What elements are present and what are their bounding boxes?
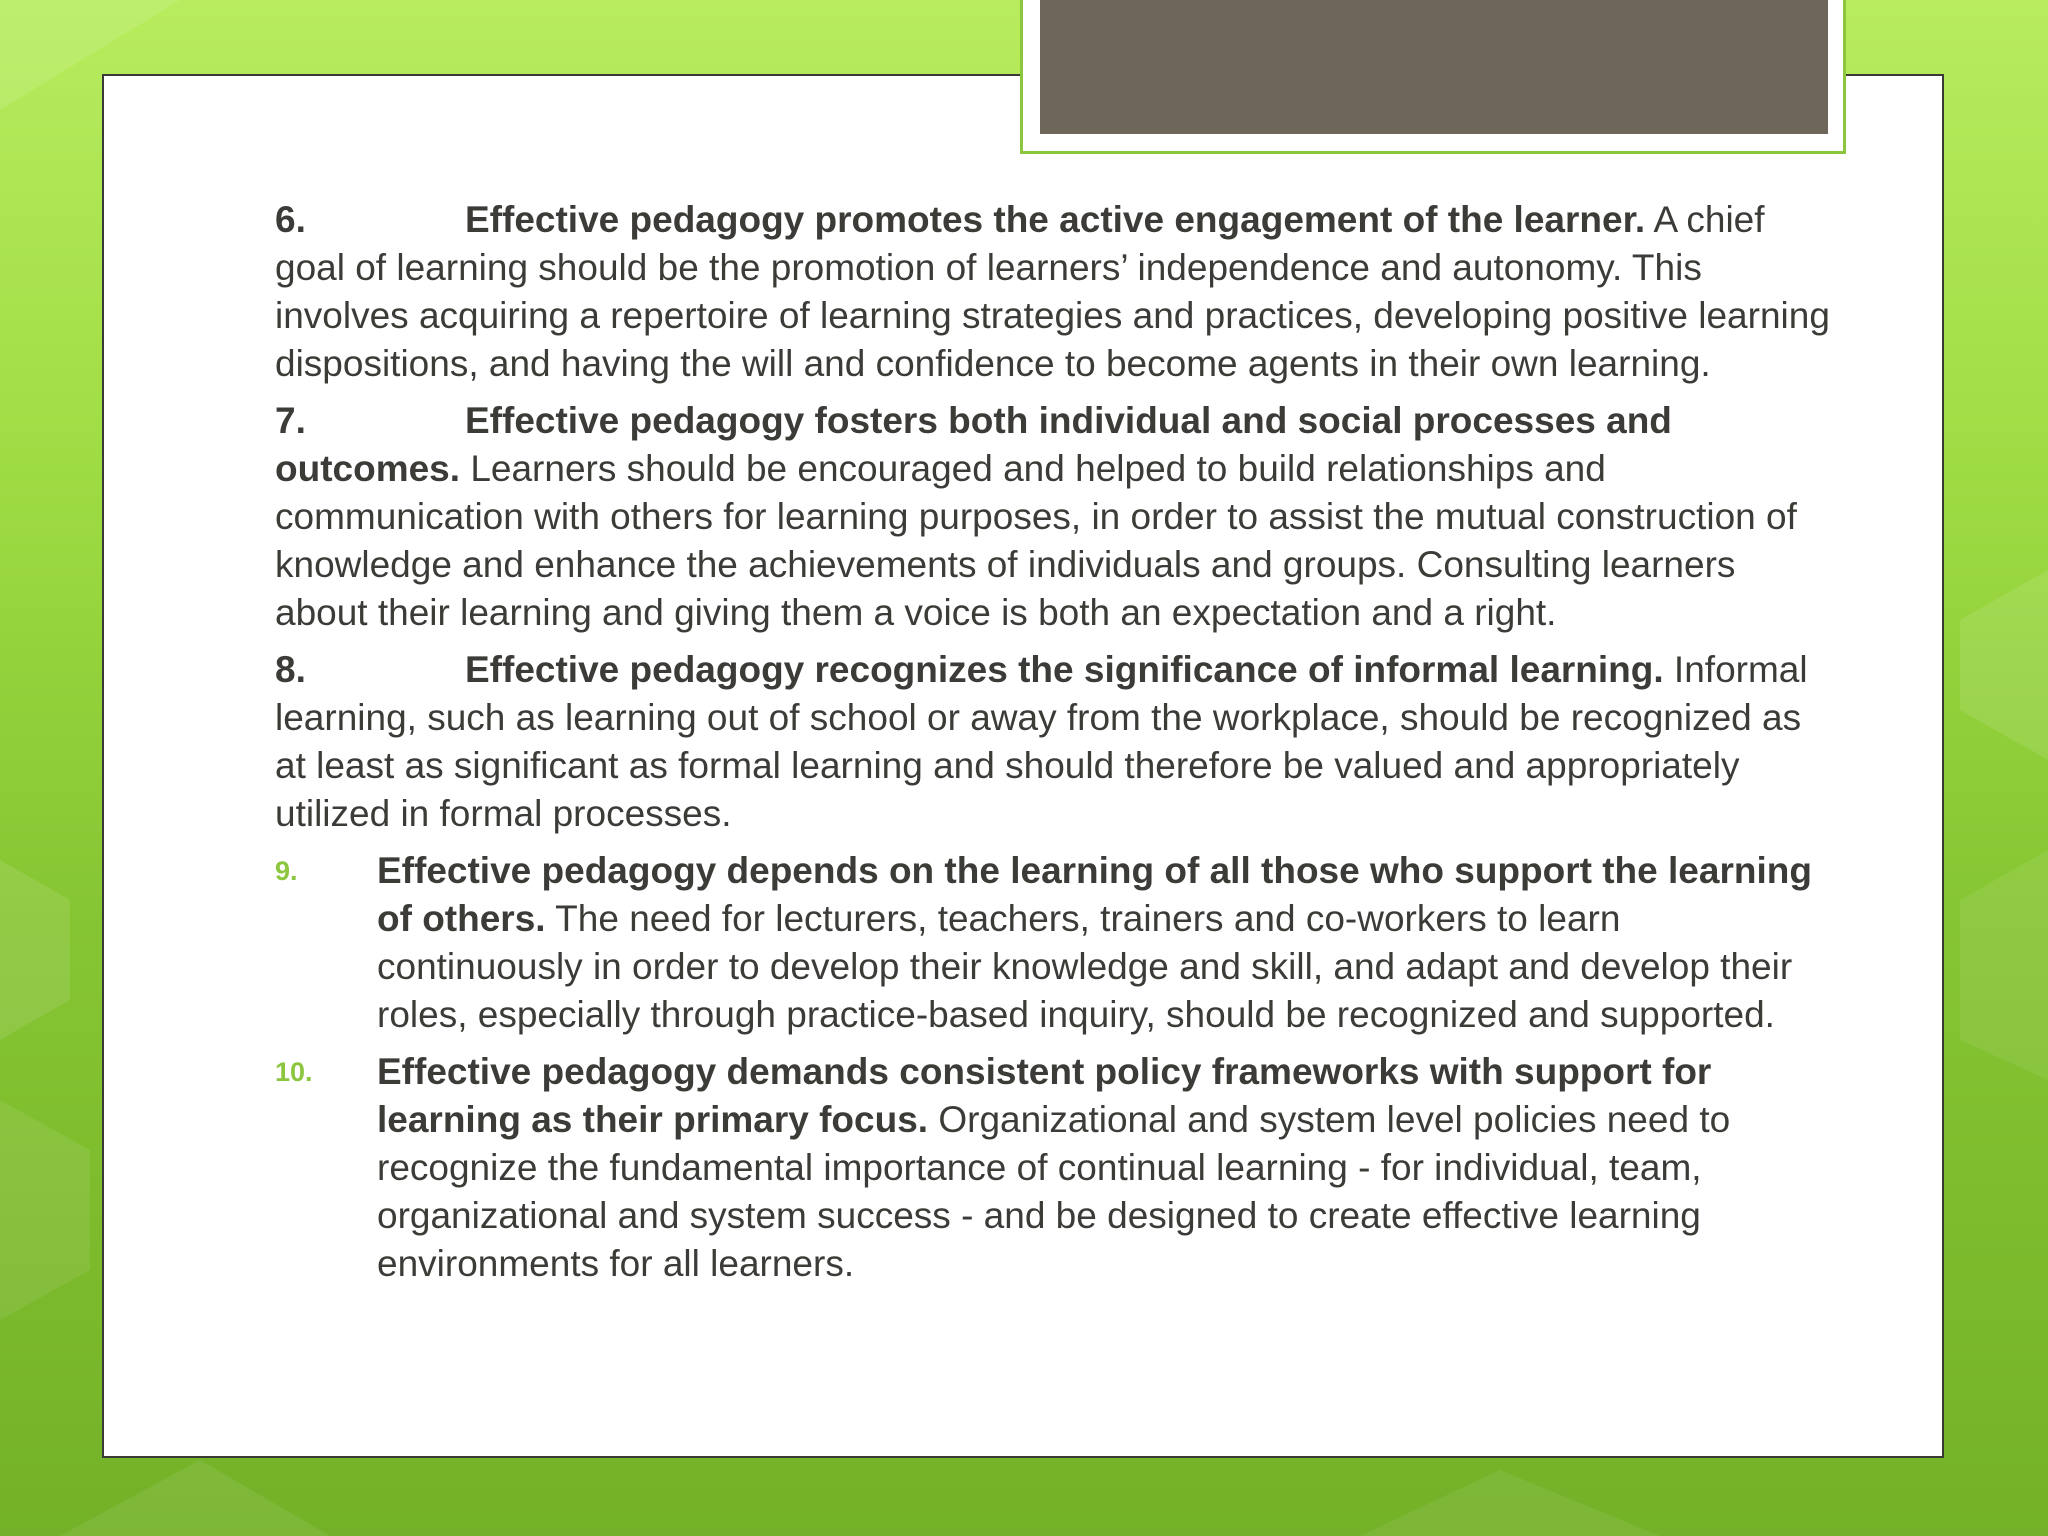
- principle-number: 6.: [275, 199, 306, 240]
- list-number: 9.: [275, 856, 298, 886]
- principle-body: Informal learning, such as learning out of school or away from the workplace, should be recognized as at least as significant as formal learning and should therefore be valued and appropriately utilized in formal processes.: [275, 649, 1808, 834]
- principle-number: 7.: [275, 400, 306, 441]
- principle-list-item: [275, 1048, 1835, 1288]
- principle-number: 8.: [275, 649, 306, 690]
- principle-heading: Effective pedagogy recognizes the significance of informal learning.: [465, 649, 1664, 690]
- list-number: 10.: [275, 1057, 313, 1087]
- slide-body-text: [275, 196, 1835, 1297]
- principle-heading: Effective pedagogy fosters both individual and social processes and outcomes.: [275, 400, 1672, 489]
- principle-body: Organizational and system level policies need to recognize the fundamental importance of continual learning - for individual, team, organizational and system success - and be designed to create effective learning environments for all learners.: [377, 1099, 1731, 1284]
- principle-body: The need for lecturers, teachers, trainers and co-workers to learn continuously in order to develop their knowledge and skill, and adapt and develop their roles, especially through practice-based inquiry, should be recognized and supported.: [377, 898, 1793, 1035]
- principle-heading: Effective pedagogy demands consistent policy frameworks with support for learning as their primary focus.: [377, 1051, 1712, 1140]
- principle-paragraph: [275, 646, 1835, 838]
- principle-heading: Effective pedagogy promotes the active engagement of the learner.: [465, 199, 1646, 240]
- principle-paragraph: [275, 397, 1835, 637]
- principle-paragraph: [275, 196, 1835, 388]
- principle-heading: Effective pedagogy depends on the learning of all those who support the learning of others.: [377, 850, 1812, 939]
- title-placeholder-box: [1040, 0, 1828, 134]
- principle-body: A chief goal of learning should be the promotion of learners’ independence and autonomy. This involves acquiring a repertoire of learning strategies and practices, developing positive learning dispositions, and having the will and confidence to become agents in their own learning.: [275, 199, 1830, 384]
- principle-list-item: [275, 847, 1835, 1039]
- principle-body: Learners should be encouraged and helped to build relationships and communication with others for learning purposes, in order to assist the mutual construction of knowledge and enhance the achievements of individuals and groups. Consulting learners about their learning and giving them a voice is both an expectation and a right.: [275, 448, 1797, 633]
